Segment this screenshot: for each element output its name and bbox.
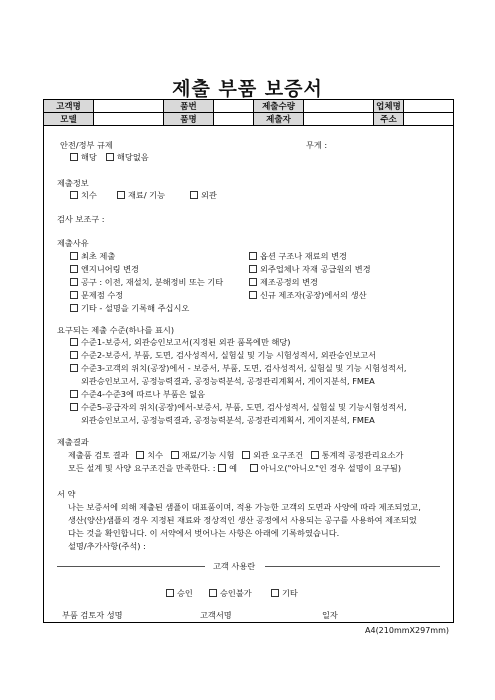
part-number-field[interactable]: [214, 100, 254, 113]
inspection-aid-label: 검사 보조구 :: [57, 214, 105, 224]
result-no-checkbox[interactable]: 아니오("아니오"인 경우 설명이 요구됨): [250, 463, 401, 473]
level-2-checkbox[interactable]: 수준2-보증서, 부품, 도면, 검사성적서, 실험실 및 기능 시험성적서, 외관승인보고서: [70, 350, 376, 361]
reason-engineering-checkbox[interactable]: 엔지니어링 변경: [70, 264, 139, 275]
date-label: 일자: [322, 610, 338, 620]
paper-size-note: A4(210mmX297mm): [365, 626, 449, 635]
submitter-label: 제출자: [254, 113, 304, 126]
reason-option-material-checkbox[interactable]: 옵션 구조나 재료의 변경: [249, 251, 347, 262]
pledge-line-2: 생산(양산)샘플의 경우 지정된 재료와 정상적인 생산 공정에서 사용되는 공구를 사용하여 제조되었: [68, 515, 417, 525]
reason-new-plant-checkbox[interactable]: 신규 제조자(공장)에서의 생산: [249, 290, 367, 301]
customer-use-divider-right: [265, 566, 440, 567]
result-spc-checkbox[interactable]: 통계적 공정관리요소가: [311, 450, 404, 460]
pledge-line-1: 나는 보증서에 의해 제출된 샘플이 대표품이며, 적용 가능한 고객의 도면과 사양에 따라 제조되었고,: [68, 502, 421, 512]
page-title: 제출 부품 보증서: [172, 78, 323, 100]
submitter-field[interactable]: [304, 113, 374, 126]
level-3-continuation: 외관승인보고서, 공정능력결과, 공정능력분석, 공정관리계획서, 게이지분석, FMEA: [81, 376, 375, 386]
safety-not-applicable-checkbox[interactable]: 해당없음: [106, 152, 149, 163]
level-3-checkbox[interactable]: 수준3-고객의 위치(공장)에서 - 보증서, 부품, 도면, 검사성적서, 실험실 및 기능 시험성적서,: [70, 363, 406, 374]
other-checkbox[interactable]: 기타: [271, 588, 298, 599]
result-appearance-checkbox[interactable]: 외관 요구조건: [242, 450, 303, 460]
results-line-2: [68, 463, 401, 474]
comments-label: 설명/추가사항(주석) :: [68, 541, 146, 551]
safety-applicable-checkbox[interactable]: 해당: [70, 152, 97, 163]
levels-label: 요구되는 제출 수준(하나를 표시): [57, 325, 175, 335]
level-5-checkbox[interactable]: 수준5-공급자의 위치(공장)에서-보증서, 부품, 도면, 검사성적서, 실험실 및 기능시험성적서,: [70, 402, 407, 413]
reason-process-change-checkbox[interactable]: 제조공정의 변경: [249, 277, 318, 288]
company-label: 업체명: [374, 100, 404, 113]
result-yes-checkbox[interactable]: 예: [218, 463, 237, 473]
level-4-checkbox[interactable]: 수준4-수준3에 따르나 부품은 없음: [70, 389, 205, 400]
results-prefix: 제출품 검토 결과: [68, 450, 129, 460]
header-table: [43, 99, 454, 126]
part-name-label: 품명: [164, 113, 214, 126]
pledge-line-3: 다는 것을 확인합니다. 이 서약에서 벗어나는 사항은 아래에 기록하였습니다.: [68, 528, 340, 538]
reason-supplier-change-checkbox[interactable]: 외주업체나 자재 공급원의 변경: [249, 264, 371, 275]
reason-correction-checkbox[interactable]: 문제점 수정: [70, 290, 123, 301]
pledge-label: 서 약: [57, 489, 76, 499]
part-name-field[interactable]: [214, 113, 254, 126]
reason-initial-checkbox[interactable]: 최초 제출: [70, 251, 115, 262]
reason-other-checkbox[interactable]: 기타 - 설명을 기록해 주십시오: [70, 303, 189, 314]
level-5-continuation: 외관승인보고서, 공정능력결과, 공정능력분석, 공정관리계획서, 게이지분석, FMEA: [81, 415, 375, 425]
weight-label: 무게 :: [306, 140, 328, 150]
safety-label: 안전/정부 규제: [60, 140, 113, 150]
customer-signature-label: 고객서명: [200, 610, 232, 620]
reason-tooling-checkbox[interactable]: 공구 : 이전, 재설치, 분해정비 또는 기타: [70, 277, 223, 288]
results-line-1: [68, 450, 403, 461]
material-function-checkbox[interactable]: 재료/ 기능: [117, 190, 165, 201]
result-dimension-checkbox[interactable]: 치수: [136, 450, 163, 460]
result-material-checkbox[interactable]: 재료/기능 시험: [171, 450, 235, 460]
address-field[interactable]: [404, 113, 454, 126]
customer-name-field[interactable]: [94, 100, 164, 113]
level-1-checkbox[interactable]: 수준1-보증서, 외관승인보고서(지정된 외관 품목에만 해당): [70, 337, 290, 348]
quantity-field[interactable]: [304, 100, 374, 113]
results-compliance-text: 모든 설계 및 사양 요구조건을 만족한다. :: [68, 463, 216, 473]
part-number-label: 품번: [164, 100, 214, 113]
header-row-2: [44, 113, 454, 126]
model-field[interactable]: [94, 113, 164, 126]
model-label: 모델: [44, 113, 94, 126]
customer-name-label: 고객명: [44, 100, 94, 113]
customer-use-divider-left: [57, 566, 205, 567]
customer-use-label: 고객 사용란: [213, 561, 256, 571]
company-field[interactable]: [404, 100, 454, 113]
approve-checkbox[interactable]: 승인: [166, 588, 193, 599]
address-label: 주소: [374, 113, 404, 126]
reviewer-name-label: 부품 검토자 성명: [62, 610, 123, 620]
header-row-1: [44, 100, 454, 113]
dimension-checkbox[interactable]: 치수: [70, 190, 97, 201]
results-label: 제출결과: [57, 437, 89, 447]
reject-checkbox[interactable]: 승인불가: [209, 588, 252, 599]
reasons-label: 제출사유: [57, 238, 89, 248]
quantity-label: 제출수량: [254, 100, 304, 113]
appearance-checkbox[interactable]: 외관: [190, 190, 217, 201]
submission-info-label: 제출정보: [57, 178, 89, 188]
